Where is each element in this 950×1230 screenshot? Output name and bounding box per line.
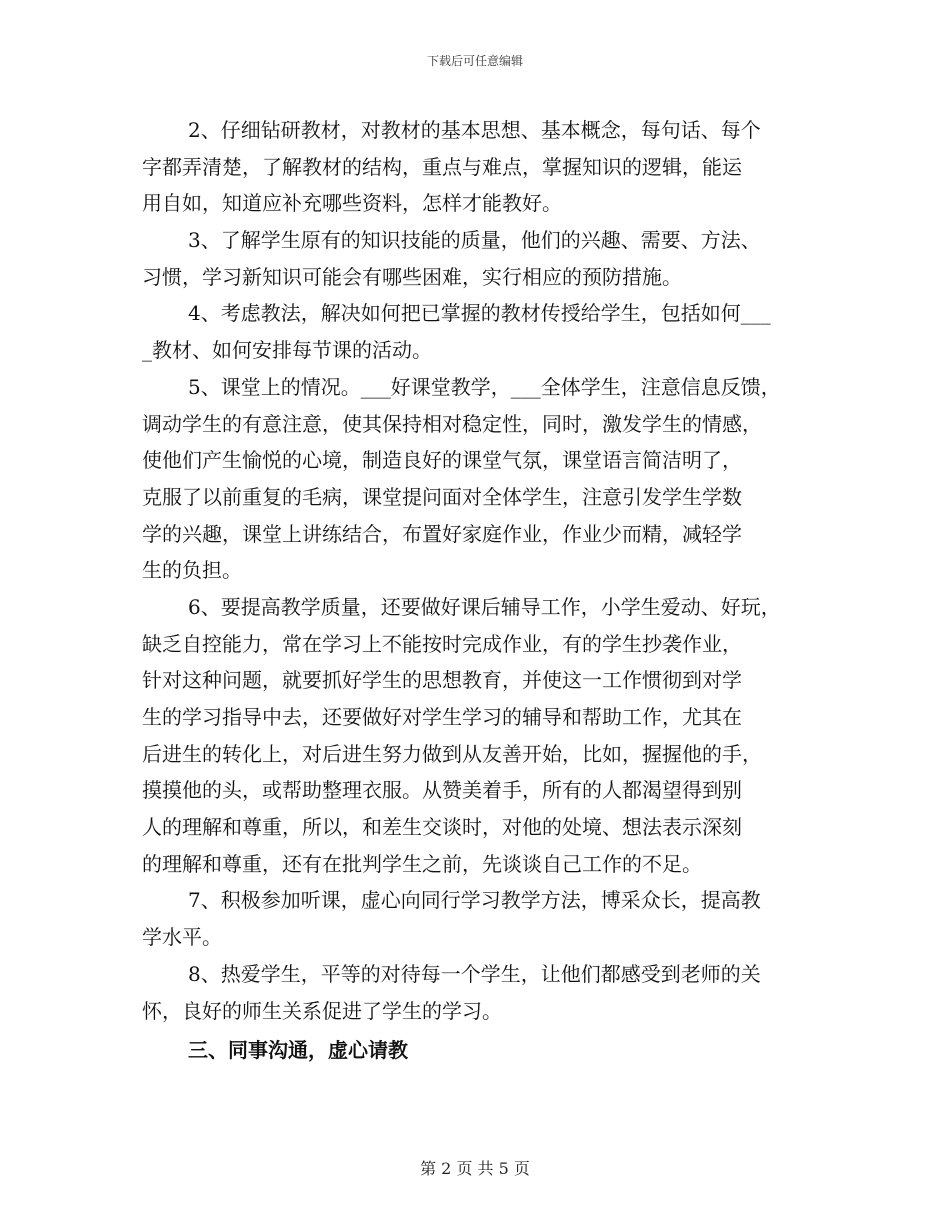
- text-line: 习惯，学习新知识可能会有哪些困难，实行相应的预防措施。: [142, 264, 682, 289]
- text-line: 5、课堂上的情况。___好课堂教学，___全体学生，注意信息反馈，: [188, 374, 781, 399]
- text-line: 学水平。: [142, 925, 222, 950]
- text-line: 字都弄清楚，了解教材的结构，重点与难点，掌握知识的逻辑，能运: [142, 154, 742, 179]
- paragraph-4: [142, 295, 832, 368]
- text-line: 3、了解学生原有的知识技能的质量，他们的兴趣、需要、方法、: [188, 228, 761, 253]
- text-line: 6、要提高教学质量，还要做好课后辅导工作，小学生爱动、好玩，: [188, 594, 781, 619]
- text-line: _教材、如何安排每节课的活动。: [142, 338, 432, 363]
- paragraph-3: [142, 222, 832, 295]
- text-line: 生的学习指导中去，还要做好对学生学习的辅导和帮助工作，尤其在: [142, 705, 742, 729]
- page-footer: 第 2 页 共 5 页: [420, 1159, 530, 1178]
- paragraph-6: [142, 589, 832, 883]
- text-line: 4、考虑教法，解决如何把已掌握的教材传授给学生，包括如何___: [188, 301, 771, 326]
- text-line: 使他们产生愉悦的心境，制造良好的课堂气氛，课堂语言简洁明了，: [142, 448, 742, 473]
- text-line: 学的兴趣，课堂上讲练结合，布置好家庭作业，作业少而精，减轻学: [142, 521, 742, 546]
- text-line: 克服了以前重复的毛病，课堂提问面对全体学生，注意引发学生学数: [142, 484, 742, 509]
- text-line: 8、热爱学生，平等的对待每一个学生，让他们都感受到老师的关: [188, 961, 761, 986]
- text-line: 摸摸他的头，或帮助整理衣服。从赞美着手，所有的人都渴望得到别: [142, 778, 742, 803]
- paragraph-8: [142, 956, 832, 1029]
- text-line: 生的负担。: [142, 558, 242, 583]
- text-line: 后进生的转化上，对后进生努力做到从友善开始，比如，握握他的手，: [142, 741, 762, 766]
- paragraph-5: [142, 369, 832, 589]
- text-line: 怀，良好的师生关系促进了学生的学习。: [142, 998, 502, 1023]
- text-line: 针对这种问题，就要抓好学生的思想教育，并使这一工作惯彻到对学: [142, 668, 742, 693]
- text-line: 调动学生的有意注意，使其保持相对稳定性，同时，激发学生的情感，: [142, 411, 762, 436]
- paragraph-2: [142, 112, 832, 222]
- text-line: 用自如，知道应补充哪些资料，怎样才能教好。: [142, 191, 562, 216]
- text-line: 缺乏自控能力，常在学习上不能按时完成作业，有的学生抄袭作业，: [142, 631, 742, 656]
- text-line: 的理解和尊重，还有在批判学生之前，先谈谈自己工作的不足。: [142, 851, 702, 876]
- paragraph-7: [142, 882, 832, 955]
- section-heading: 三、同事沟通，虚心请教: [188, 1038, 408, 1063]
- text-line: 7、积极参加听课，虚心向同行学习教学方法，博采众长，提高教: [188, 888, 761, 913]
- document-body: [142, 112, 832, 1069]
- text-line: 2、仔细钻研教材，对教材的基本思想、基本概念，每句话、每个: [188, 118, 761, 142]
- page-header: 下载后可任意编辑: [426, 54, 523, 68]
- text-line: 人的理解和尊重，所以，和差生交谈时，对他的处境、想法表示深刻: [142, 815, 742, 840]
